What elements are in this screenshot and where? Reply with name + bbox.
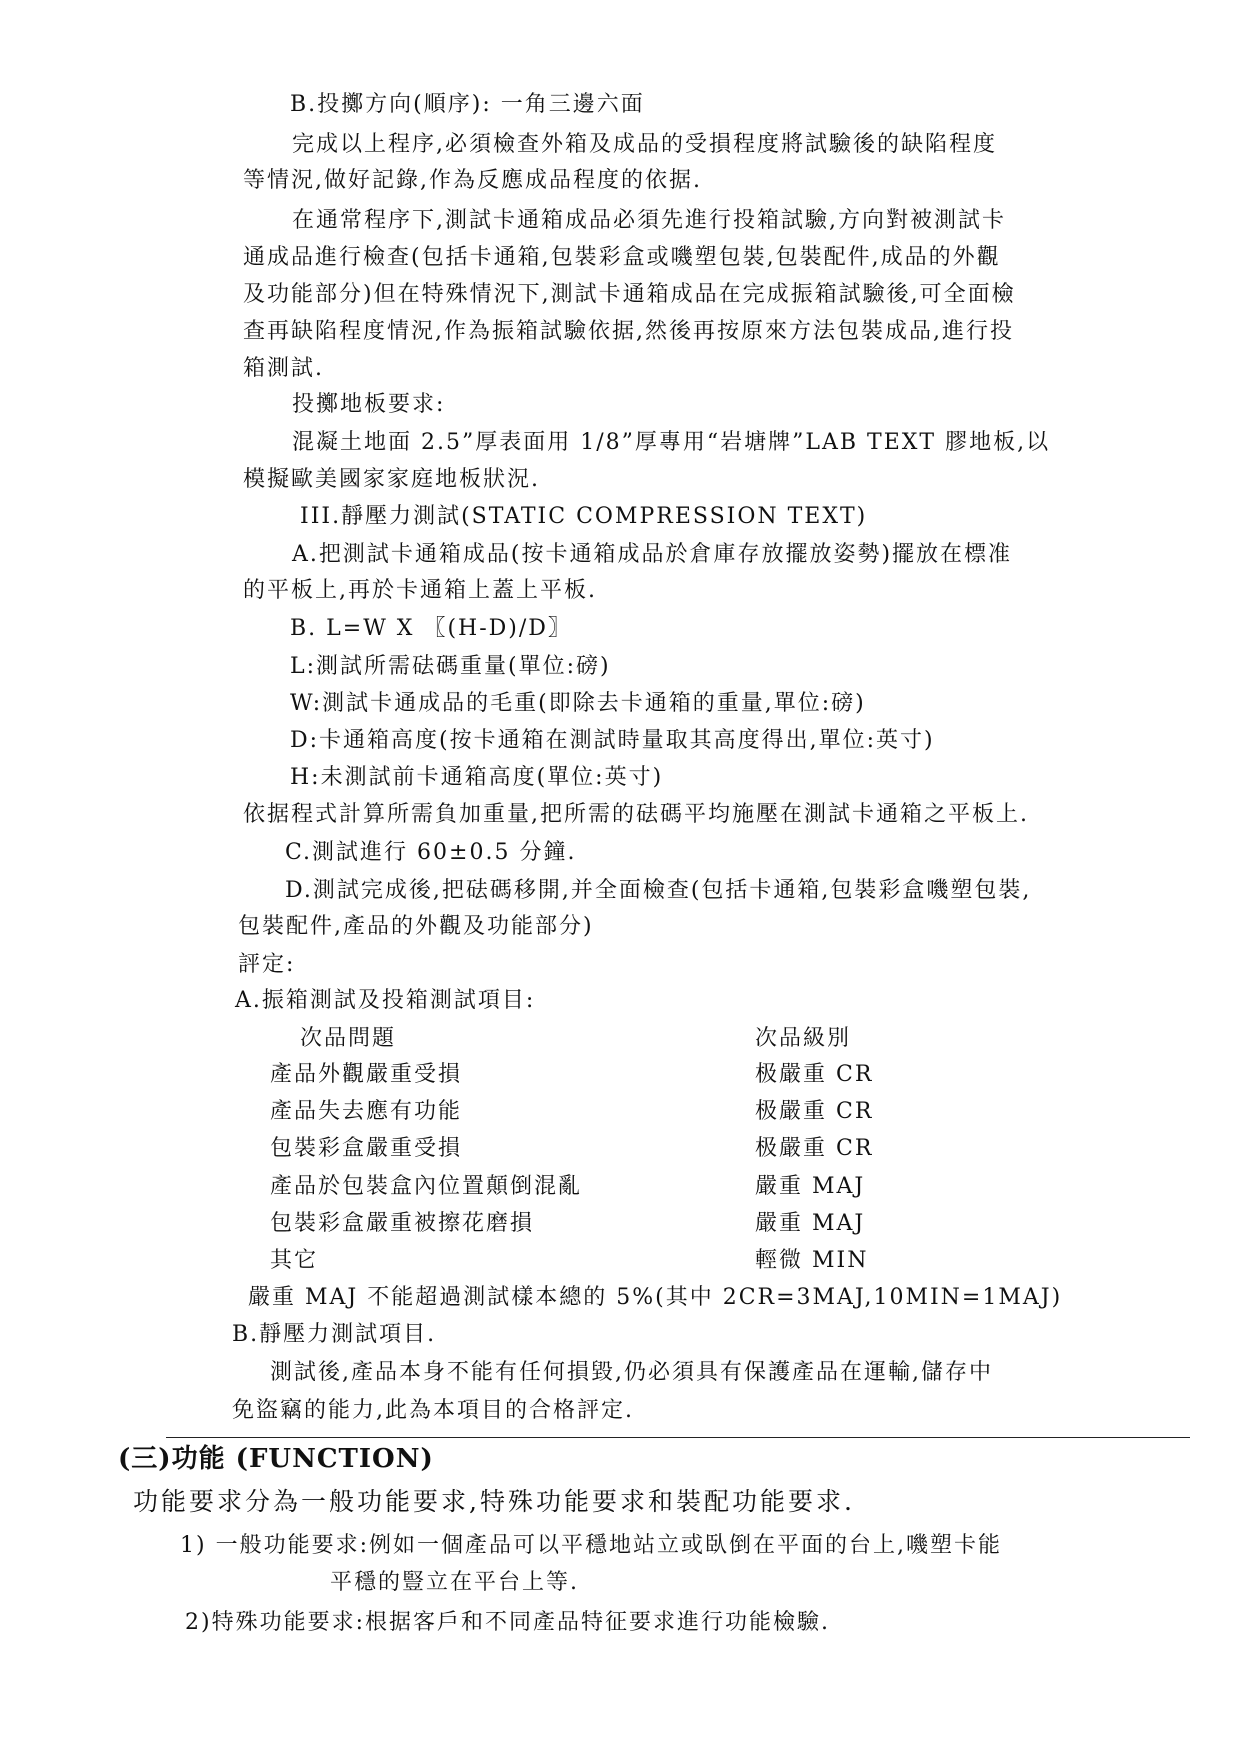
function-item-1: 1) 一般功能要求:例如一個產品可以平穩地站立或臥倒在平面的台上,嘰塑卡能 <box>180 1533 1002 1558</box>
defect-problem: 產品於包裝盒內位置顛倒混亂 <box>270 1174 583 1199</box>
paragraph-line: 的平板上,再於卡通箱上蓋上平板. <box>243 578 597 603</box>
defect-problem: 包裝彩盒嚴重受損 <box>270 1136 463 1161</box>
paragraph-line: D.測試完成後,把砝碼移開,并全面檢查(包括卡通箱,包裝彩盒嘰塑包裝, <box>285 878 1032 903</box>
paragraph-line: 模擬歐美國家家庭地板狀況. <box>243 467 540 492</box>
function-intro: 功能要求分為一般功能要求,特殊功能要求和裝配功能要求. <box>133 1487 855 1516</box>
paragraph-line: 等情況,做好記錄,作為反應成品程度的依据. <box>243 168 702 193</box>
formula-line: B. L=W X 〖(H-D)/D〗 <box>290 616 572 641</box>
floor-requirement-title: 投擲地板要求: <box>292 392 446 417</box>
defect-level: 嚴重 MAJ <box>755 1211 866 1236</box>
defect-level: 輕微 MIN <box>755 1248 869 1273</box>
defect-problem: 產品失去應有功能 <box>270 1099 463 1124</box>
definition-w: W:測試卡通成品的毛重(即除去卡通箱的重量,單位:磅) <box>290 691 866 716</box>
paragraph-line: C.測試進行 60±0.5 分鐘. <box>285 840 577 865</box>
evaluation-a-title: A.振箱測試及投箱測試項目: <box>235 988 536 1013</box>
paragraph-line: 完成以上程序,必須檢查外箱及成品的受損程度將試驗後的缺陷程度 <box>292 132 997 157</box>
defect-level: 极嚴重 CR <box>755 1136 874 1161</box>
defect-problem: 包裝彩盒嚴重被擦花磨損 <box>270 1211 535 1236</box>
paragraph-line: 依据程式計算所需負加重量,把所需的砝碼平均施壓在測試卡通箱之平板上. <box>243 802 1029 827</box>
paragraph-line: 通成品進行檢查(包括卡通箱,包裝彩盒或嘰塑包裝,包裝配件,成品的外觀 <box>243 245 1001 270</box>
section-iii-title: III.靜壓力測試(STATIC COMPRESSION TEXT) <box>300 504 868 529</box>
section-divider <box>166 1437 1190 1438</box>
paragraph-line: 在通常程序下,測試卡通箱成品必須先進行投箱試驗,方向對被測試卡 <box>292 208 1006 233</box>
defect-problem: 其它 <box>270 1248 319 1273</box>
defect-level: 极嚴重 CR <box>755 1062 874 1087</box>
function-heading: (三)功能 (FUNCTION) <box>118 1444 434 1474</box>
function-item-2: 2)特殊功能要求:根据客戶和不同產品特征要求進行功能檢驗. <box>185 1610 830 1635</box>
evaluation-b-title: B.靜壓力測試項目. <box>232 1322 437 1347</box>
col-header-problem: 次品問題 <box>300 1026 397 1051</box>
definition-l: L:測試所需砝碼重量(單位:磅) <box>290 654 611 679</box>
evaluation-title: 評定: <box>238 952 296 977</box>
function-item-1-cont: 平穩的豎立在平台上等. <box>330 1570 579 1595</box>
paragraph-line: A.把測試卡通箱成品(按卡通箱成品於倉庫存放擺放姿勢)擺放在標准 <box>292 542 1013 567</box>
defect-level: 嚴重 MAJ <box>755 1174 866 1199</box>
definition-d: D:卡通箱高度(按卡通箱在測試時量取其高度得出,單位:英寸) <box>290 728 935 753</box>
paragraph-line: 查再缺陷程度情況,作為振箱試驗依据,然後再按原來方法包裝成品,進行投 <box>243 319 1014 344</box>
defect-level: 极嚴重 CR <box>755 1099 874 1124</box>
paragraph-line: 混凝土地面 2.5”厚表面用 1/8”厚專用“岩塘牌”LAB TEXT 膠地板,以 <box>292 430 1051 455</box>
col-header-level: 次品級別 <box>755 1026 852 1051</box>
paragraph-line: 免盜竊的能力,此為本項目的合格評定. <box>232 1398 634 1423</box>
defect-problem: 產品外觀嚴重受損 <box>270 1062 463 1087</box>
definition-h: H:未測試前卡通箱高度(單位:英寸) <box>290 765 664 790</box>
paragraph-line: 及功能部分)但在特殊情況下,測試卡通箱成品在完成振箱試驗後,可全面檢 <box>243 282 1016 307</box>
paragraph-line: 包裝配件,產品的外觀及功能部分) <box>238 914 594 939</box>
defect-limit-line: 嚴重 MAJ 不能超過測試樣本總的 5%(其中 2CR=3MAJ,10MIN=1MAJ) <box>248 1285 1063 1310</box>
paragraph-line: 箱測試. <box>243 356 324 381</box>
paragraph-line: 測試後,產品本身不能有任何損毀,仍必須具有保護產品在運輸,儲存中 <box>270 1360 993 1385</box>
drop-order-line: B.投擲方向(順序): 一角三邊六面 <box>290 92 645 117</box>
